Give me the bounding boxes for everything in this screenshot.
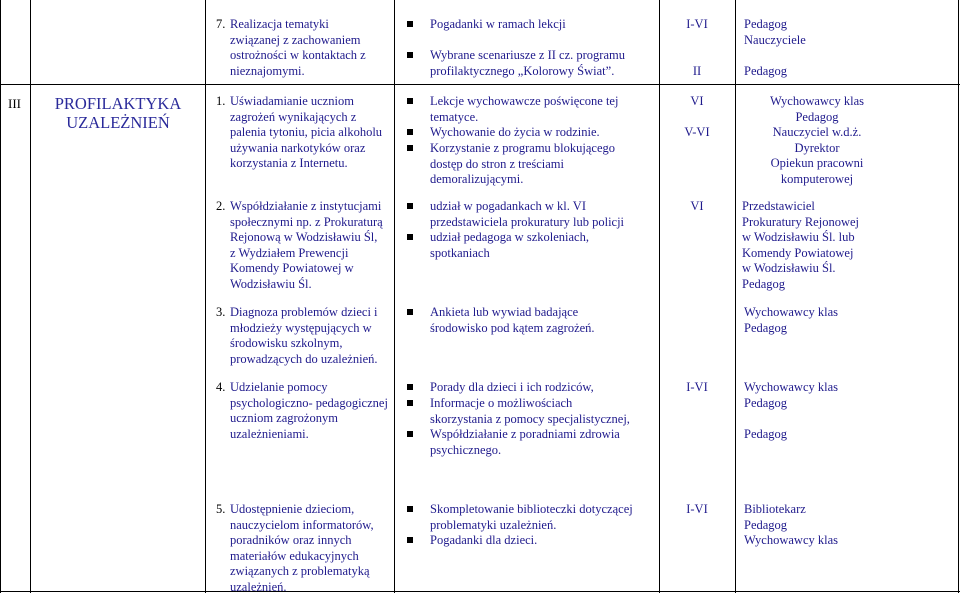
bullet-icon bbox=[407, 52, 413, 58]
responsible-line: Pedagog bbox=[744, 321, 838, 337]
task-line: korzystania z Internetu. bbox=[230, 156, 382, 172]
form-line: profilaktycznego „Kolorowy Świat”. bbox=[430, 64, 625, 80]
responsible-line: Pedagog bbox=[744, 17, 806, 33]
responsible-cell bbox=[744, 380, 838, 442]
bullet-icon bbox=[407, 537, 413, 543]
class-line: I-VI bbox=[662, 380, 732, 396]
form-line: Informacje o możliwościach bbox=[430, 396, 630, 412]
section-title bbox=[34, 94, 202, 132]
class-line: I-VI bbox=[662, 502, 732, 518]
form-line: Lekcje wychowawcze poświęcone tej bbox=[430, 94, 618, 110]
task-line: prowadzących do uzależnień. bbox=[230, 352, 378, 368]
task-number: 7. bbox=[216, 17, 225, 33]
task-line: Wodzisławiu Śl. bbox=[230, 277, 383, 293]
task-line: Uświadamianie uczniom bbox=[230, 94, 382, 110]
task-line: uczniom zagrożonym bbox=[230, 411, 388, 427]
task-number: 5. bbox=[216, 502, 225, 518]
table-row-divider bbox=[0, 84, 960, 85]
form-line: udział pedagoga w szkoleniach, bbox=[430, 230, 589, 246]
form-item bbox=[430, 427, 620, 458]
responsible-line: Wychowawcy klas bbox=[737, 94, 897, 110]
form-item bbox=[430, 230, 589, 261]
form-line: Pogadanki w ramach lekcji bbox=[430, 17, 566, 33]
form-line: Wychowanie do życia w rodzinie. bbox=[430, 125, 600, 141]
section-number: III bbox=[8, 96, 21, 112]
task-line: Współdziałanie z instytucjami bbox=[230, 199, 383, 215]
responsible-line: Nauczyciel w.d.ż. bbox=[737, 125, 897, 141]
task-line: nieznajomymi. bbox=[230, 64, 410, 80]
responsible-line: Dyrektor bbox=[737, 141, 897, 157]
task-line: nauczycielom informatorów, bbox=[230, 518, 374, 534]
form-item bbox=[430, 533, 537, 549]
task-line: palenia tytoniu, picia alkoholu bbox=[230, 125, 382, 141]
responsible-line: Wychowawcy klas bbox=[744, 380, 838, 396]
task-line: Diagnoza problemów dzieci i bbox=[230, 305, 378, 321]
responsible-line: Pedagog bbox=[744, 64, 806, 80]
task-number: 3. bbox=[216, 305, 225, 321]
form-item bbox=[430, 125, 600, 141]
responsible-line: Pedagog bbox=[742, 277, 859, 293]
table-border-bottom bbox=[0, 591, 960, 592]
responsible-line: Bibliotekarz bbox=[744, 502, 838, 518]
task-line: uzależnień. bbox=[230, 580, 374, 595]
form-line: Współdziałanie z poradniami zdrowia bbox=[430, 427, 620, 443]
responsible-line: Przedstawiciel bbox=[742, 199, 859, 215]
task-line: społecznymi np. z Prokuraturą bbox=[230, 215, 383, 231]
task-line: Udostępnienie dzieciom, bbox=[230, 502, 374, 518]
form-line: Wybrane scenariusze z II cz. programu bbox=[430, 48, 625, 64]
task-line: młodzieży występujących w bbox=[230, 321, 378, 337]
form-item bbox=[430, 380, 594, 396]
responsible-cell bbox=[737, 94, 897, 187]
task-line: Udzielanie pomocy bbox=[230, 380, 388, 396]
form-item bbox=[430, 199, 624, 230]
form-item bbox=[430, 305, 595, 336]
responsible-line: w Wodzisławiu Śl. lub bbox=[742, 230, 859, 246]
classes-cell bbox=[662, 380, 732, 396]
form-line: udział w pogadankach w kl. VI bbox=[430, 199, 624, 215]
classes-cell bbox=[662, 17, 732, 79]
form-line: psychicznego. bbox=[430, 443, 620, 459]
responsible-cell bbox=[744, 502, 838, 549]
form-line: problematyki uzależnień. bbox=[430, 518, 633, 534]
class-line bbox=[662, 110, 732, 126]
task-line: zagrożeń wynikających z bbox=[230, 110, 382, 126]
form-line: Ankieta lub wywiad badające bbox=[430, 305, 595, 321]
section-title-line: UZALEŻNIEŃ bbox=[34, 113, 202, 132]
responsible-line: komputerowej bbox=[737, 172, 897, 188]
responsible-line: Pedagog bbox=[744, 427, 838, 443]
task-line: z Wydziałem Prewencji bbox=[230, 246, 383, 262]
class-line: II bbox=[662, 64, 732, 80]
table-divider-area bbox=[205, 0, 206, 593]
bullet-icon bbox=[407, 309, 413, 315]
bullet-icon bbox=[407, 203, 413, 209]
task-line: środowisku szkolnym, bbox=[230, 336, 378, 352]
responsible-line: Pedagog bbox=[744, 396, 838, 412]
form-line: skorzystania z pomocy specjalistycznej, bbox=[430, 412, 630, 428]
form-item bbox=[430, 502, 633, 533]
form-item bbox=[430, 94, 618, 125]
bullet-icon bbox=[407, 98, 413, 104]
task-line: psychologiczno- pedagogicznej bbox=[230, 396, 388, 412]
responsible-line: Prokuratury Rejonowej bbox=[742, 215, 859, 231]
class-line: V-VI bbox=[662, 125, 732, 141]
table-divider-classes bbox=[735, 0, 736, 593]
table-divider-section bbox=[30, 0, 31, 593]
responsible-line: Pedagog bbox=[744, 518, 838, 534]
form-line: środowisko pod kątem zagrożeń. bbox=[430, 321, 595, 337]
task-line: używania narkotyków oraz bbox=[230, 141, 382, 157]
table-divider-forms bbox=[659, 0, 660, 593]
task-line: Komendy Powiatowej w bbox=[230, 261, 383, 277]
classes-cell bbox=[662, 94, 732, 141]
task-line: ostrożności w kontaktach z bbox=[230, 48, 410, 64]
section-title-line: PROFILAKTYKA bbox=[34, 94, 202, 113]
responsible-line: Nauczyciele bbox=[744, 33, 806, 49]
class-line: VI bbox=[662, 199, 732, 215]
responsible-line: Komendy Powiatowej bbox=[742, 246, 859, 262]
task-number: 1. bbox=[216, 94, 225, 110]
form-line: przedstawiciela prokuratury lub policji bbox=[430, 215, 624, 231]
task-line: uzależnieniami. bbox=[230, 427, 388, 443]
task-number: 4. bbox=[216, 380, 225, 396]
responsible-line: Wychowawcy klas bbox=[744, 305, 838, 321]
task-line: materiałów edukacyjnych bbox=[230, 549, 374, 565]
bullet-icon bbox=[407, 234, 413, 240]
responsible-line bbox=[744, 411, 838, 427]
bullet-icon bbox=[407, 400, 413, 406]
form-item bbox=[430, 396, 630, 427]
responsible-line: Wychowawcy klas bbox=[744, 533, 838, 549]
responsible-cell bbox=[742, 199, 859, 292]
classes-cell bbox=[662, 199, 732, 215]
task-line: związanych z problematyką bbox=[230, 564, 374, 580]
responsible-line: Opiekun pracowni bbox=[737, 156, 897, 172]
bullet-icon bbox=[407, 506, 413, 512]
class-line bbox=[662, 33, 732, 49]
form-item bbox=[430, 48, 625, 79]
class-line: VI bbox=[662, 94, 732, 110]
task-line: poradników oraz innych bbox=[230, 533, 374, 549]
form-line: Pogadanki dla dzieci. bbox=[430, 533, 537, 549]
form-line: demoralizującymi. bbox=[430, 172, 615, 188]
form-line: spotkaniach bbox=[430, 246, 589, 262]
table-divider-task bbox=[394, 0, 395, 593]
responsible-line: Pedagog bbox=[737, 110, 897, 126]
bullet-icon bbox=[407, 21, 413, 27]
form-line: dostęp do stron z treściami bbox=[430, 157, 615, 173]
responsible-cell bbox=[744, 17, 806, 79]
table-border-right bbox=[958, 0, 959, 593]
table-border-left bbox=[0, 0, 1, 593]
bullet-icon bbox=[407, 129, 413, 135]
form-item bbox=[430, 17, 566, 33]
bullet-icon bbox=[407, 145, 413, 151]
classes-cell bbox=[662, 502, 732, 518]
responsible-cell bbox=[744, 305, 838, 336]
bullet-icon bbox=[407, 431, 413, 437]
responsible-line: w Wodzisławiu Śl. bbox=[742, 261, 859, 277]
class-line: I-VI bbox=[662, 17, 732, 33]
responsible-line bbox=[744, 48, 806, 64]
form-line: Porady dla dzieci i ich rodziców, bbox=[430, 380, 594, 396]
bullet-icon bbox=[407, 384, 413, 390]
task-line: związanej z zachowaniem bbox=[230, 33, 410, 49]
form-item bbox=[430, 141, 615, 188]
form-line: tematyce. bbox=[430, 110, 618, 126]
task-number: 2. bbox=[216, 199, 225, 215]
form-line: Korzystanie z programu blokującego bbox=[430, 141, 615, 157]
task-line: Rejonową w Wodzisławiu Śl, bbox=[230, 230, 383, 246]
task-line: Realizacja tematyki bbox=[230, 17, 410, 33]
form-line: Skompletowanie biblioteczki dotyczącej bbox=[430, 502, 633, 518]
